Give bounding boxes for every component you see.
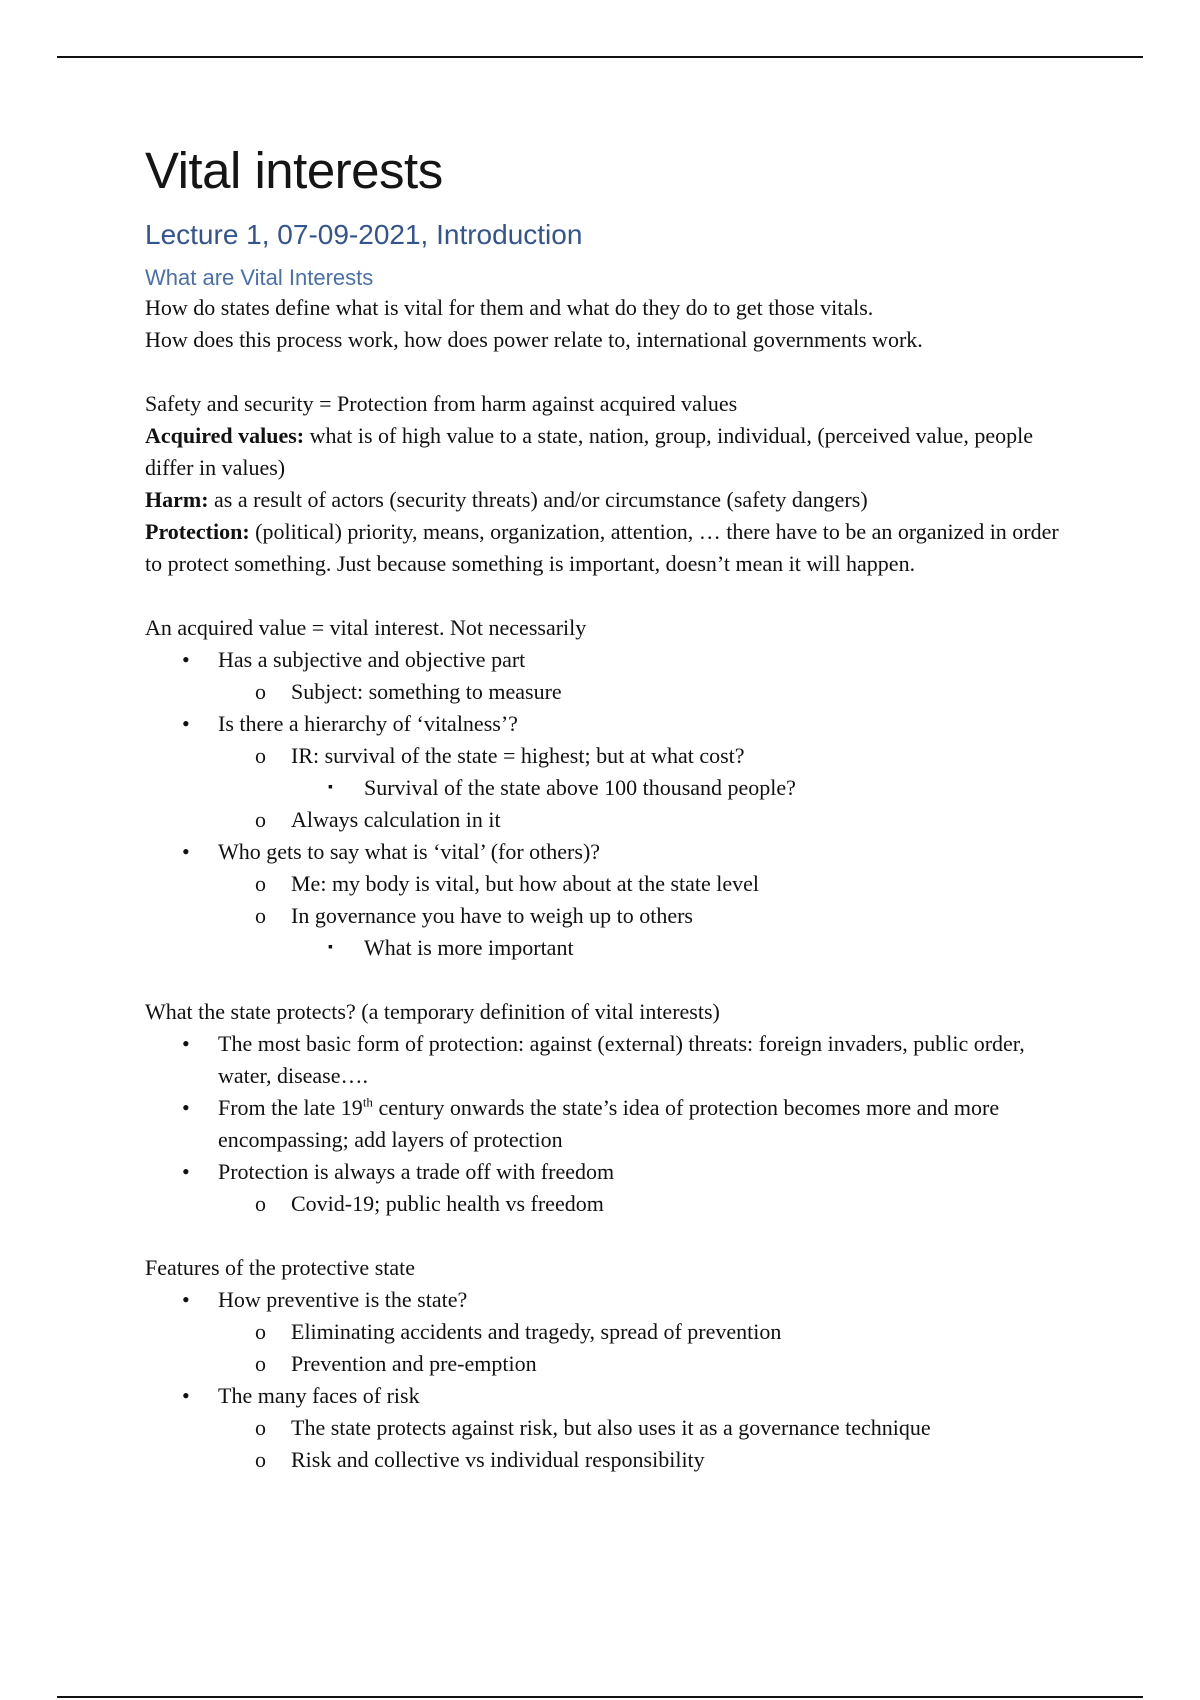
state-protects-line: What the state protects? (a temporary definition of vital interests) bbox=[145, 999, 720, 1025]
list-item: o Always calculation in it bbox=[145, 804, 1065, 836]
list-item: o Me: my body is vital, but how about at the state level bbox=[145, 868, 1065, 900]
circle-bullet-icon: o bbox=[255, 807, 266, 833]
list-item: • From the late 19th century onwards the state’s idea of protection becomes more and more encompassing; add layers of protection bbox=[145, 1092, 1065, 1156]
list-item: o The state protects against risk, but also uses it as a governance technique bbox=[145, 1412, 1065, 1444]
bullet-icon: • bbox=[182, 1095, 190, 1121]
page-title: Vital interests bbox=[145, 142, 443, 199]
bullet-icon: • bbox=[182, 1287, 190, 1313]
section-heading: What are Vital Interests bbox=[145, 264, 374, 290]
intro-line-1: How do states define what is vital for them and what do they do to get those vitals. bbox=[145, 295, 874, 321]
circle-bullet-icon: o bbox=[255, 1447, 266, 1473]
bullet-icon: • bbox=[182, 1159, 190, 1185]
acquired-values-text: what is of high value to a state, nation, group, individual, (perceived value, people differ in values) bbox=[145, 423, 1033, 481]
bottom-rule bbox=[57, 1696, 1143, 1698]
list-item: o Prevention and pre-emption bbox=[145, 1348, 1065, 1380]
list-item: o Risk and collective vs individual responsibility bbox=[145, 1444, 1065, 1476]
list-item: ▪ What is more important bbox=[145, 932, 1065, 964]
list-item: ▪ Survival of the state above 100 thousand people? bbox=[145, 772, 1065, 804]
intro-line-2: How does this process work, how does power relate to, international governments work. bbox=[145, 327, 923, 353]
bullet-icon: • bbox=[182, 1383, 190, 1409]
list-item: o Eliminating accidents and tragedy, spread of prevention bbox=[145, 1316, 1065, 1348]
bullet-icon: • bbox=[182, 647, 190, 673]
protection-text: (political) priority, means, organization, attention, … there have to be an organized in order to protect something. Just because something is important, doesn’t mean it will happen. bbox=[145, 519, 1059, 577]
circle-bullet-icon: o bbox=[255, 1191, 266, 1217]
list-item: o IR: survival of the state = highest; but at what cost? ▪ Survival of the state above 100 thousand people? bbox=[145, 740, 1065, 804]
circle-bullet-icon: o bbox=[255, 743, 266, 769]
list-item: • The most basic form of protection: against (external) threats: foreign invaders, public order, water, disease…. bbox=[145, 1028, 1065, 1092]
circle-bullet-icon: o bbox=[255, 1351, 266, 1377]
harm-label: Harm: bbox=[145, 487, 209, 513]
list-item: • Is there a hierarchy of ‘vitalness’? o IR: survival of the state = highest; but at what cost? ▪ Survival of the state above 100 thousand people? o Always calculation in it bbox=[145, 708, 1065, 836]
features-list bbox=[145, 1284, 1065, 1476]
list-item: • Protection is always a trade off with freedom o Covid-19; public health vs freedom bbox=[145, 1156, 1065, 1220]
harm-text: as a result of actors (security threats) and/or circumstance (safety dangers) bbox=[208, 487, 868, 513]
document-body bbox=[145, 140, 1065, 1476]
acquired-value-line: An acquired value = vital interest. Not necessarily bbox=[145, 615, 587, 641]
harm-paragraph bbox=[145, 484, 1065, 516]
features-line: Features of the protective state bbox=[145, 1255, 416, 1281]
circle-bullet-icon: o bbox=[255, 903, 266, 929]
list-item: o Subject: something to measure bbox=[145, 676, 1065, 708]
protection-list bbox=[145, 1028, 1065, 1220]
bullet-icon: • bbox=[182, 1031, 190, 1057]
circle-bullet-icon: o bbox=[255, 1415, 266, 1441]
bullet-icon: • bbox=[182, 711, 190, 737]
list-item: o In governance you have to weigh up to others ▪ What is more important bbox=[145, 900, 1065, 964]
square-bullet-icon: ▪ bbox=[328, 780, 333, 796]
list-item: • The many faces of risk o The state protects against risk, but also uses it as a governance technique o Risk and collective vs individual responsibility bbox=[145, 1380, 1065, 1476]
circle-bullet-icon: o bbox=[255, 871, 266, 897]
acquired-values-label: Acquired values: bbox=[145, 423, 305, 449]
lecture-heading: Lecture 1, 07-09-2021, Introduction bbox=[145, 219, 583, 251]
circle-bullet-icon: o bbox=[255, 679, 266, 705]
protection-paragraph bbox=[145, 516, 1065, 580]
protection-label: Protection: bbox=[145, 519, 250, 545]
safety-line: Safety and security = Protection from harm against acquired values bbox=[145, 391, 738, 417]
list-item: o Covid-19; public health vs freedom bbox=[145, 1188, 1065, 1220]
list-item: • Has a subjective and objective part o Subject: something to measure bbox=[145, 644, 1065, 708]
acquired-values-paragraph bbox=[145, 420, 1065, 484]
top-rule bbox=[57, 56, 1143, 58]
list-item: • How preventive is the state? o Eliminating accidents and tragedy, spread of prevention o Prevention and pre-emption bbox=[145, 1284, 1065, 1380]
bullet-icon: • bbox=[182, 839, 190, 865]
vital-list bbox=[145, 644, 1065, 964]
list-item: • Who gets to say what is ‘vital’ (for others)? o Me: my body is vital, but how about at the state level o In governance you have to weigh up to others ▪ What is more important bbox=[145, 836, 1065, 964]
circle-bullet-icon: o bbox=[255, 1319, 266, 1345]
square-bullet-icon: ▪ bbox=[328, 940, 333, 956]
